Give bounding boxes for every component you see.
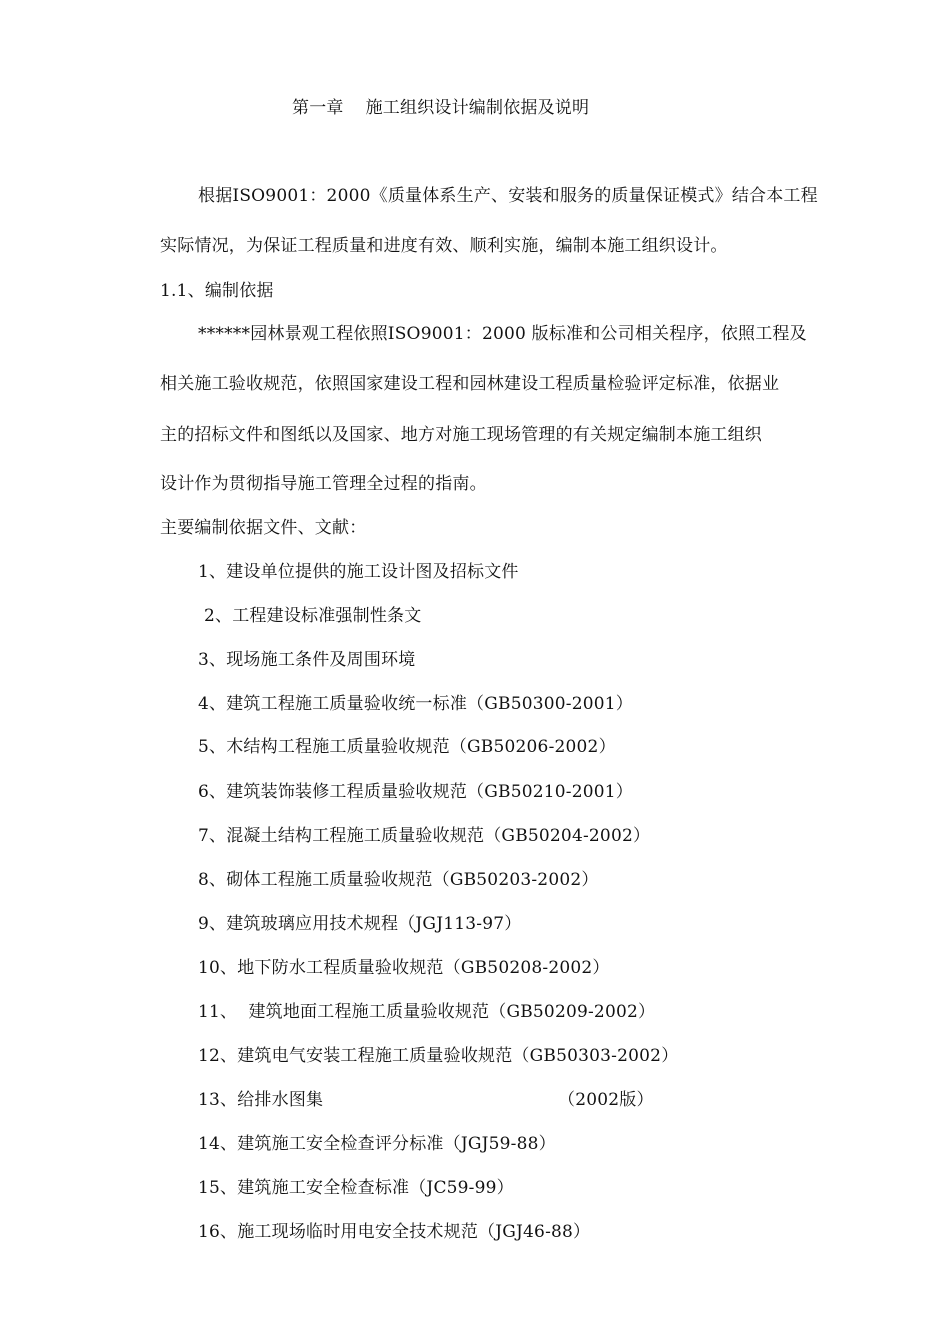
chapter-number: 第一章 bbox=[292, 98, 344, 118]
list-heading: 主要编制依据文件、文献： bbox=[160, 518, 367, 538]
list-item: 2、工程建设标准强制性条文 bbox=[204, 606, 422, 626]
list-item: 7、混凝土结构工程施工质量验收规范（GB50204-2002） bbox=[198, 826, 651, 846]
list-item: 12、建筑电气安装工程施工质量验收规范（GB50303-2002） bbox=[198, 1046, 679, 1066]
list-item: 10、地下防水工程质量验收规范（GB50208-2002） bbox=[198, 958, 610, 978]
list-item: 1、建设单位提供的施工设计图及招标文件 bbox=[198, 562, 519, 582]
list-item: 9、建筑玻璃应用技术规程（JGJ113-97） bbox=[198, 914, 522, 934]
basis-paragraph-line-1: ******园林景观工程依照ISO9001：2000 版标准和公司相关程序，依照工程及 bbox=[198, 324, 807, 344]
chapter-title bbox=[292, 96, 589, 120]
list-item: 3、现场施工条件及周围环境 bbox=[198, 650, 416, 670]
list-item: 11、 建筑地面工程施工质量验收规范（GB50209-2002） bbox=[198, 1002, 656, 1022]
intro-paragraph-line-1: 根据ISO9001：2000《质量体系生产、安装和服务的质量保证模式》结合本工程 bbox=[198, 186, 818, 206]
list-item: 13、给排水图集 bbox=[198, 1090, 324, 1110]
list-item: 14、建筑施工安全检查评分标准（JGJ59-88） bbox=[198, 1134, 556, 1154]
list-item: 6、建筑装饰装修工程质量验收规范（GB50210-2001） bbox=[198, 782, 633, 802]
list-item: 8、砌体工程施工质量验收规范（GB50203-2002） bbox=[198, 870, 599, 890]
section-heading: 1.1、编制依据 bbox=[160, 281, 274, 301]
list-item-edition: （2002版） bbox=[558, 1090, 654, 1110]
list-item: 5、木结构工程施工质量验收规范（GB50206-2002） bbox=[198, 737, 616, 757]
basis-paragraph-line-2: 相关施工验收规范，依照国家建设工程和园林建设工程质量检验评定标准，依据业 bbox=[160, 374, 780, 394]
basis-paragraph-line-3: 主的招标文件和图纸以及国家、地方对施工现场管理的有关规定编制本施工组织 bbox=[160, 425, 762, 445]
chapter-heading: 施工组织设计编制依据及说明 bbox=[365, 98, 590, 118]
list-item: 16、施工现场临时用电安全技术规范（JGJ46-88） bbox=[198, 1222, 591, 1242]
intro-paragraph-line-2: 实际情况，为保证工程质量和进度有效、顺利实施，编制本施工组织设计。 bbox=[160, 236, 728, 256]
list-item: 15、建筑施工安全检查标准（JC59-99） bbox=[198, 1178, 514, 1198]
basis-paragraph-line-4: 设计作为贯彻指导施工管理全过程的指南。 bbox=[160, 474, 487, 494]
list-item: 4、建筑工程施工质量验收统一标准（GB50300-2001） bbox=[198, 694, 633, 714]
